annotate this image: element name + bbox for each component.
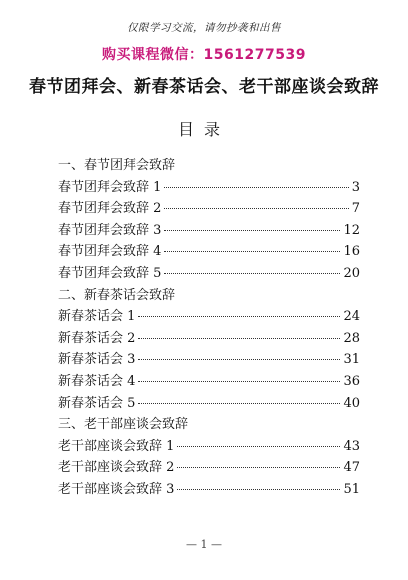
entry-page: 7 (351, 201, 360, 217)
toc-entry[interactable] (58, 241, 360, 263)
entry-page: 47 (343, 460, 360, 476)
entry-page: 43 (343, 438, 360, 454)
toc-entry[interactable] (58, 371, 360, 393)
toc-entry[interactable] (58, 306, 360, 328)
entry-page: 24 (343, 309, 360, 325)
toc-entry[interactable] (58, 328, 360, 350)
entry-label: 新春茶话会 3 (58, 352, 136, 368)
entry-label: 新春茶话会 1 (58, 309, 136, 325)
dot-leader (177, 446, 340, 447)
entry-page: 28 (343, 330, 360, 346)
entry-page: 40 (343, 395, 360, 411)
entry-page: 51 (343, 481, 360, 497)
entry-page: 20 (343, 265, 360, 281)
toc-entry[interactable] (58, 349, 360, 371)
entry-label: 春节团拜会致辞 1 (58, 179, 162, 195)
entry-label: 老干部座谈会致辞 2 (58, 460, 175, 476)
toc-section-1 (58, 155, 360, 285)
page-number: — 1 — (186, 538, 222, 551)
entry-page: 31 (343, 352, 360, 368)
toc-heading: 目录 (177, 120, 230, 139)
entry-label: 新春茶话会 4 (58, 373, 136, 389)
entry-page: 16 (343, 244, 360, 260)
entry-label: 老干部座谈会致辞 3 (58, 481, 175, 497)
table-of-contents (58, 155, 360, 501)
dot-leader (164, 230, 340, 231)
section-title: 二、新春茶话会致辞 (58, 287, 176, 303)
section-title: 三、老干部座谈会致辞 (58, 417, 189, 433)
dot-leader (138, 359, 340, 360)
toc-section-3 (58, 414, 360, 500)
dot-leader (164, 208, 348, 209)
toc-entry[interactable] (58, 220, 360, 242)
toc-entry[interactable] (58, 457, 360, 479)
toc-entry[interactable] (58, 263, 360, 285)
entry-label: 新春茶话会 5 (58, 395, 136, 411)
document-title: 春节团拜会、新春茶话会、老干部座谈会致辞 (29, 77, 379, 97)
dot-leader (164, 187, 348, 188)
dot-leader (177, 489, 340, 490)
toc-entry[interactable] (58, 479, 360, 501)
section-title: 一、春节团拜会致辞 (58, 158, 176, 173)
entry-label: 春节团拜会致辞 5 (58, 265, 162, 281)
dot-leader (164, 251, 340, 252)
toc-entry[interactable] (58, 436, 360, 458)
toc-entry[interactable] (58, 198, 360, 220)
entry-page: 36 (343, 373, 360, 389)
toc-section-2 (58, 285, 360, 415)
dot-leader (177, 467, 340, 468)
entry-label: 老干部座谈会致辞 1 (58, 438, 175, 454)
purchase-watermark: 购买课程微信：1561277539 (102, 47, 306, 63)
toc-entry[interactable] (58, 177, 360, 199)
entry-page: 3 (351, 179, 360, 195)
dot-leader (138, 338, 340, 339)
dot-leader (138, 403, 340, 404)
dot-leader (138, 316, 340, 317)
usage-notice: 仅限学习交流，请勿抄袭和出售 (127, 22, 281, 34)
entry-label: 新春茶话会 2 (58, 330, 136, 346)
entry-label: 春节团拜会致辞 3 (58, 222, 162, 238)
dot-leader (138, 381, 340, 382)
dot-leader (164, 273, 340, 274)
toc-entry[interactable] (58, 393, 360, 415)
entry-page: 12 (343, 222, 360, 238)
entry-label: 春节团拜会致辞 2 (58, 201, 162, 217)
entry-label: 春节团拜会致辞 4 (58, 244, 162, 260)
